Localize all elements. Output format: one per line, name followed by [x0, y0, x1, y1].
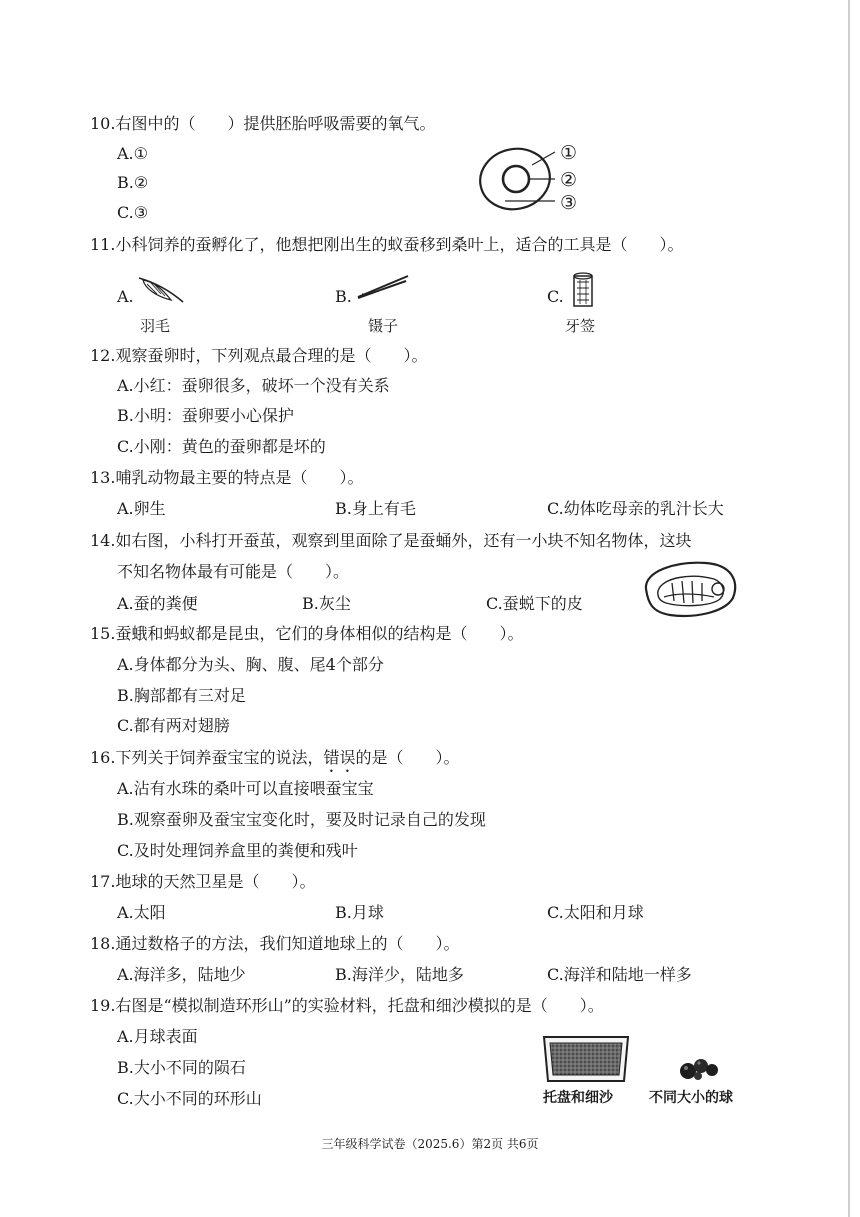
q19-stem: 19.右图是“模拟制造环形山”的实验材料，托盘和细沙模拟的是（ ）。 [90, 996, 604, 1015]
q17-stem: 17.地球的天然卫星是（ ）。 [90, 872, 316, 891]
q12-option-a[interactable]: A.小红：蚕卵很多，破坏一个没有关系 [117, 376, 390, 395]
q19-option-b[interactable]: B.大小不同的陨石 [117, 1058, 246, 1077]
q16-stem [90, 747, 459, 776]
sand-tray-image [540, 1033, 632, 1087]
egg-label-3: ③ [560, 192, 578, 214]
tweezers-caption: 镊子 [368, 317, 399, 335]
q12-stem: 12.观察蚕卵时，下列观点最合理的是（ ）。 [90, 346, 428, 365]
q18-option-c[interactable]: C.海洋和陆地一样多 [547, 965, 692, 984]
q15-option-c[interactable]: C.都有两对翅膀 [117, 716, 230, 735]
q17-option-c[interactable]: C.太阳和月球 [547, 903, 644, 922]
q18-option-b[interactable]: B.海洋少，陆地多 [335, 965, 464, 984]
toothpick-box-icon [570, 270, 598, 310]
q16-stem-pre: 16.下列关于饲养蚕宝宝的说法， [90, 748, 324, 767]
q13-stem: 13.哺乳动物最主要的特点是（ ）。 [90, 468, 364, 487]
q11-option-c[interactable]: C. [547, 287, 564, 306]
q11-option-a[interactable]: A. [117, 287, 134, 306]
page-footer: 三年级科学试卷（2025.6）第2页 共6页 [321, 1137, 539, 1151]
q12-option-c[interactable]: C.小刚：黄色的蚕卵都是坏的 [117, 437, 326, 456]
q16-option-c[interactable]: C.及时处理饲养盒里的粪便和残叶 [117, 841, 358, 860]
egg-diagram [470, 135, 620, 220]
q16-option-a[interactable]: A.沾有水珠的桑叶可以直接喂蚕宝宝 [117, 779, 374, 798]
q16-stem-emphasis: 错误 [323, 748, 356, 767]
q13-option-b[interactable]: B.身上有毛 [335, 499, 416, 518]
q11-stem: 11.小科饲养的蚕孵化了，他想把刚出生的蚁蚕移到桑叶上，适合的工具是（ ）。 [90, 235, 684, 254]
q15-option-b[interactable]: B.胸部都有三对足 [117, 686, 246, 705]
q16-stem-post: 的是（ ）。 [355, 748, 460, 767]
q16-option-b[interactable]: B.观察蚕卵及蚕宝宝变化时，要及时记录自己的发现 [117, 810, 486, 829]
cocoon-image [636, 557, 741, 622]
balls-image [675, 1056, 723, 1082]
egg-label-2: ② [560, 169, 578, 191]
toothpick-caption: 牙签 [565, 317, 596, 335]
q17-option-a[interactable]: A.太阳 [117, 903, 166, 922]
q17-option-b[interactable]: B.月球 [335, 903, 384, 922]
q13-option-a[interactable]: A.卵生 [117, 499, 166, 518]
egg-label-1: ① [560, 142, 578, 164]
q15-option-a[interactable]: A.身体都分为头、胸、腹、尾4个部分 [117, 655, 384, 674]
q10-stem: 10.右图中的（ ）提供胚胎呼吸需要的氧气。 [90, 114, 436, 133]
q14-option-b[interactable]: B.灰尘 [302, 594, 351, 613]
q14-stem-line1: 14.如右图，小科打开蚕茧，观察到里面除了是蚕蛹外，还有一小块不知名物体，这块 [90, 531, 692, 550]
q10-option-b[interactable]: B.② [117, 173, 149, 192]
q18-option-a[interactable]: A.海洋多，陆地少 [117, 965, 246, 984]
feather-icon [135, 272, 187, 308]
q14-option-c[interactable]: C.蚕蜕下的皮 [486, 594, 583, 613]
tweezers-icon [352, 272, 412, 302]
feather-caption: 羽毛 [140, 317, 171, 335]
q13-option-c[interactable]: C.幼体吃母亲的乳汁长大 [547, 499, 724, 518]
q18-stem: 18.通过数格子的方法，我们知道地球上的（ ）。 [90, 934, 460, 953]
q14-stem-line2: 不知名物体最有可能是（ ）。 [117, 562, 350, 581]
q19-option-a[interactable]: A.月球表面 [117, 1027, 198, 1046]
q12-option-b[interactable]: B.小明：蚕卵要小心保护 [117, 406, 294, 425]
q14-option-a[interactable]: A.蚕的粪便 [117, 594, 198, 613]
balls-caption: 不同大小的球 [649, 1090, 733, 1106]
q10-option-a[interactable]: A.① [117, 144, 148, 163]
q11-option-b[interactable]: B. [335, 287, 352, 306]
q19-option-c[interactable]: C.大小不同的环形山 [117, 1089, 262, 1108]
tray-caption: 托盘和细沙 [543, 1090, 613, 1106]
page-edge [848, 0, 850, 1217]
q15-stem: 15.蚕蛾和蚂蚁都是昆虫，它们的身体相似的结构是（ ）。 [90, 624, 524, 643]
q10-option-c[interactable]: C.③ [117, 203, 149, 222]
